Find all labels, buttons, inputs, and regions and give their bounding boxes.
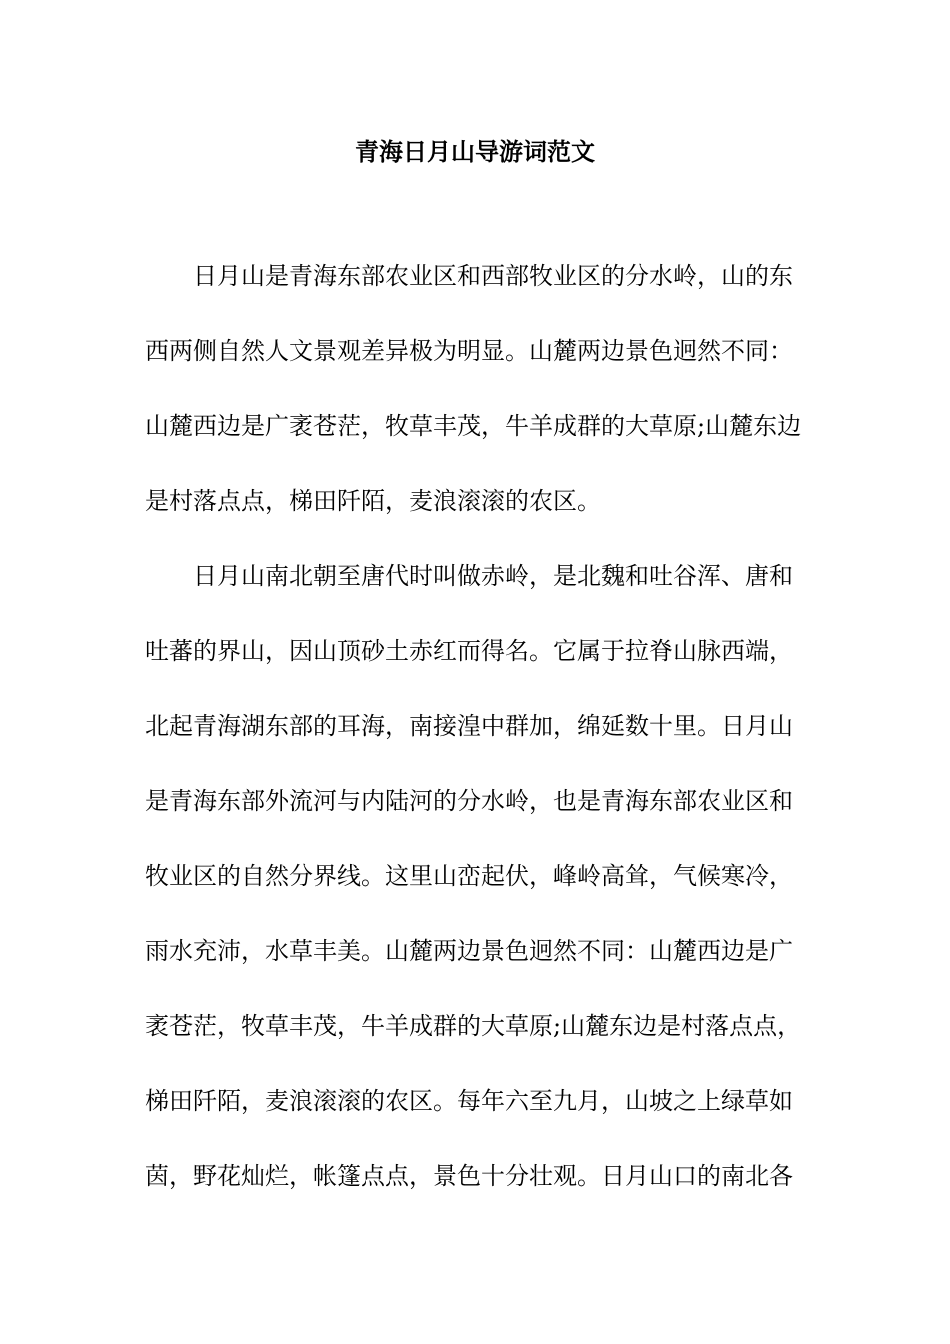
paragraph-2-line-5: 牧业区的自然分界线。这里山峦起伏，峰岭高耸，气候寒冷， [145,862,793,890]
paragraph-1-line-1: 日月山是青海东部农业区和西部牧业区的分水岭，山的东 [193,262,793,290]
paragraph-2-line-3: 北起青海湖东部的耳海，南接湟中群加，绵延数十里。日月山 [145,712,793,740]
paragraph-2-line-1: 日月山南北朝至唐代时叫做赤岭，是北魏和吐谷浑、唐和 [193,562,793,590]
paragraph-2-line-7: 袤苍茫，牧草丰茂，牛羊成群的大草原;山麓东边是村落点点， [145,1012,802,1040]
paragraph-2-line-2: 吐蕃的界山，因山顶砂土赤红而得名。它属于拉脊山脉西端， [145,637,793,665]
paragraph-2-line-4: 是青海东部外流河与内陆河的分水岭，也是青海东部农业区和 [145,787,793,815]
paragraph-2-line-6: 雨水充沛，水草丰美。山麓两边景色迥然不同：山麓西边是广 [145,937,793,965]
paragraph-2-line-8: 梯田阡陌，麦浪滚滚的农区。每年六至九月，山坡之上绿草如 [145,1087,793,1115]
paragraph-2-line-9: 茵，野花灿烂，帐篷点点，景色十分壮观。日月山口的南北各 [145,1162,793,1190]
paragraph-1-line-3: 山麓西边是广袤苍茫，牧草丰茂，牛羊成群的大草原;山麓东边 [145,412,802,440]
paragraph-1-line-2: 西两侧自然人文景观差异极为明显。山麓两边景色迥然不同： [145,337,793,365]
paragraph-1-line-4: 是村落点点，梯田阡陌，麦浪滚滚的农区。 [145,487,601,515]
document-title: 青海日月山导游词范文 [355,137,595,166]
